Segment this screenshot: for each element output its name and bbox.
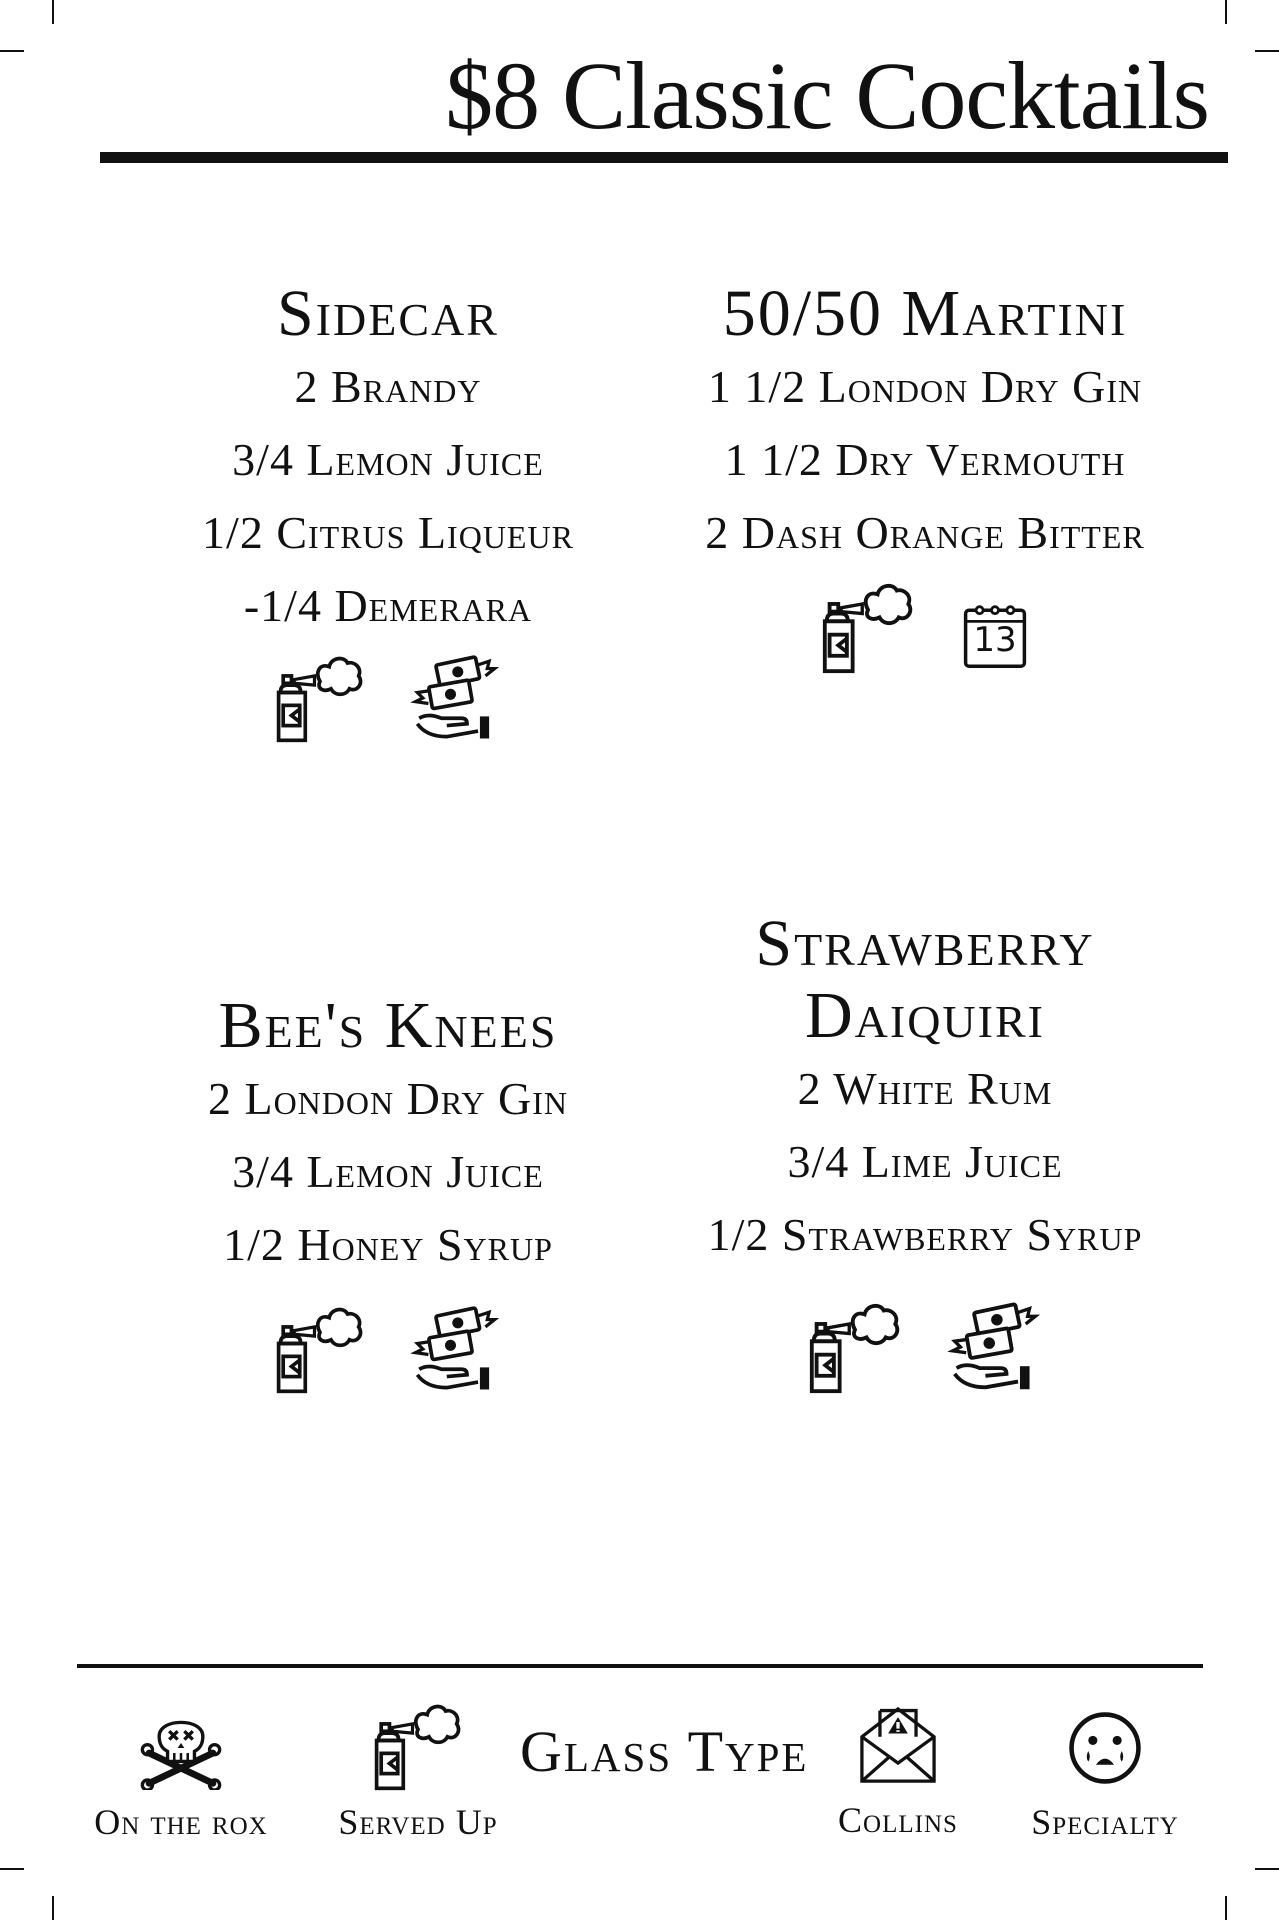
legend-label: Collins: [838, 1800, 958, 1840]
ingredient: 3/4 Lemon Juice: [232, 434, 544, 485]
crop-mark: [0, 1868, 24, 1870]
ingredient: 2 Dash Orange Bitter: [705, 507, 1145, 558]
legend-served-up: [318, 1700, 518, 1842]
crop-mark: [1225, 0, 1227, 24]
cocktail-name: 50/50 Martini: [722, 277, 1128, 350]
ingredient: 1/2 Strawberry Syrup: [707, 1209, 1143, 1260]
crop-mark: [1255, 1868, 1279, 1870]
legend-collins: [810, 1704, 986, 1840]
spray-can-icon: [820, 579, 916, 675]
legend-label: Specialty: [1031, 1802, 1179, 1842]
crying-face-icon: [1067, 1710, 1143, 1790]
spray-can-icon: [807, 1299, 903, 1395]
title-rule: [100, 152, 1228, 163]
cocktail-50-50-martini: [655, 278, 1195, 675]
ingredient: 3/4 Lemon Juice: [232, 1146, 544, 1197]
legend-on-the-rox: [76, 1706, 286, 1842]
money-hand-icon: [410, 652, 502, 744]
ingredient: 2 White Rum: [797, 1063, 1053, 1114]
cocktail-sidecar: [118, 278, 658, 744]
icon-row: [655, 579, 1195, 675]
icon-row: [118, 1303, 658, 1395]
money-hand-icon: [410, 1303, 502, 1395]
crop-mark: [52, 0, 54, 24]
icon-row: [655, 1299, 1195, 1395]
cocktail-name-line: Daiquiri: [805, 979, 1045, 1052]
crop-mark: [0, 50, 24, 52]
cocktail-name: Sidecar: [277, 277, 499, 350]
calendar-day: 13: [973, 620, 1017, 660]
ingredient: 1 1/2 Dry Vermouth: [724, 434, 1126, 485]
icon-row: [118, 652, 658, 744]
ingredient: 3/4 Lime Juice: [787, 1136, 1063, 1187]
legend-rule: [77, 1664, 1203, 1668]
legend-specialty: [1012, 1710, 1198, 1842]
page-title: $8 Classic Cocktails: [445, 42, 1209, 149]
warning-envelope-icon: [857, 1704, 939, 1790]
money-hand-icon: [947, 1299, 1043, 1395]
ingredient: 2 Brandy: [294, 361, 482, 412]
cocktail-strawberry-daiquiri: [655, 908, 1195, 1395]
crop-mark: [1225, 1896, 1227, 1920]
ingredient: 1 1/2 London Dry Gin: [707, 361, 1143, 412]
cocktail-bees-knees: [118, 990, 658, 1395]
glass-type-heading: Glass Type: [520, 1719, 809, 1784]
spray-can-icon: [274, 652, 366, 744]
cocktail-name-line: Strawberry: [755, 907, 1095, 980]
legend-label: Served Up: [338, 1802, 498, 1842]
ingredient: 2 London Dry Gin: [207, 1073, 569, 1124]
ingredient: 1/2 Honey Syrup: [223, 1219, 553, 1270]
spray-can-icon: [372, 1700, 464, 1796]
crop-mark: [52, 1896, 54, 1920]
skull-crossbones-icon: [139, 1706, 223, 1794]
crop-mark: [1255, 50, 1279, 52]
cocktail-name: Bee's Knees: [218, 989, 558, 1062]
legend-label: On the rox: [94, 1802, 268, 1842]
calendar-icon: [960, 579, 1030, 675]
ingredient: 1/2 Citrus Liqueur: [202, 507, 574, 558]
ingredient: -1/4 Demerara: [243, 580, 533, 631]
spray-can-icon: [274, 1303, 366, 1395]
